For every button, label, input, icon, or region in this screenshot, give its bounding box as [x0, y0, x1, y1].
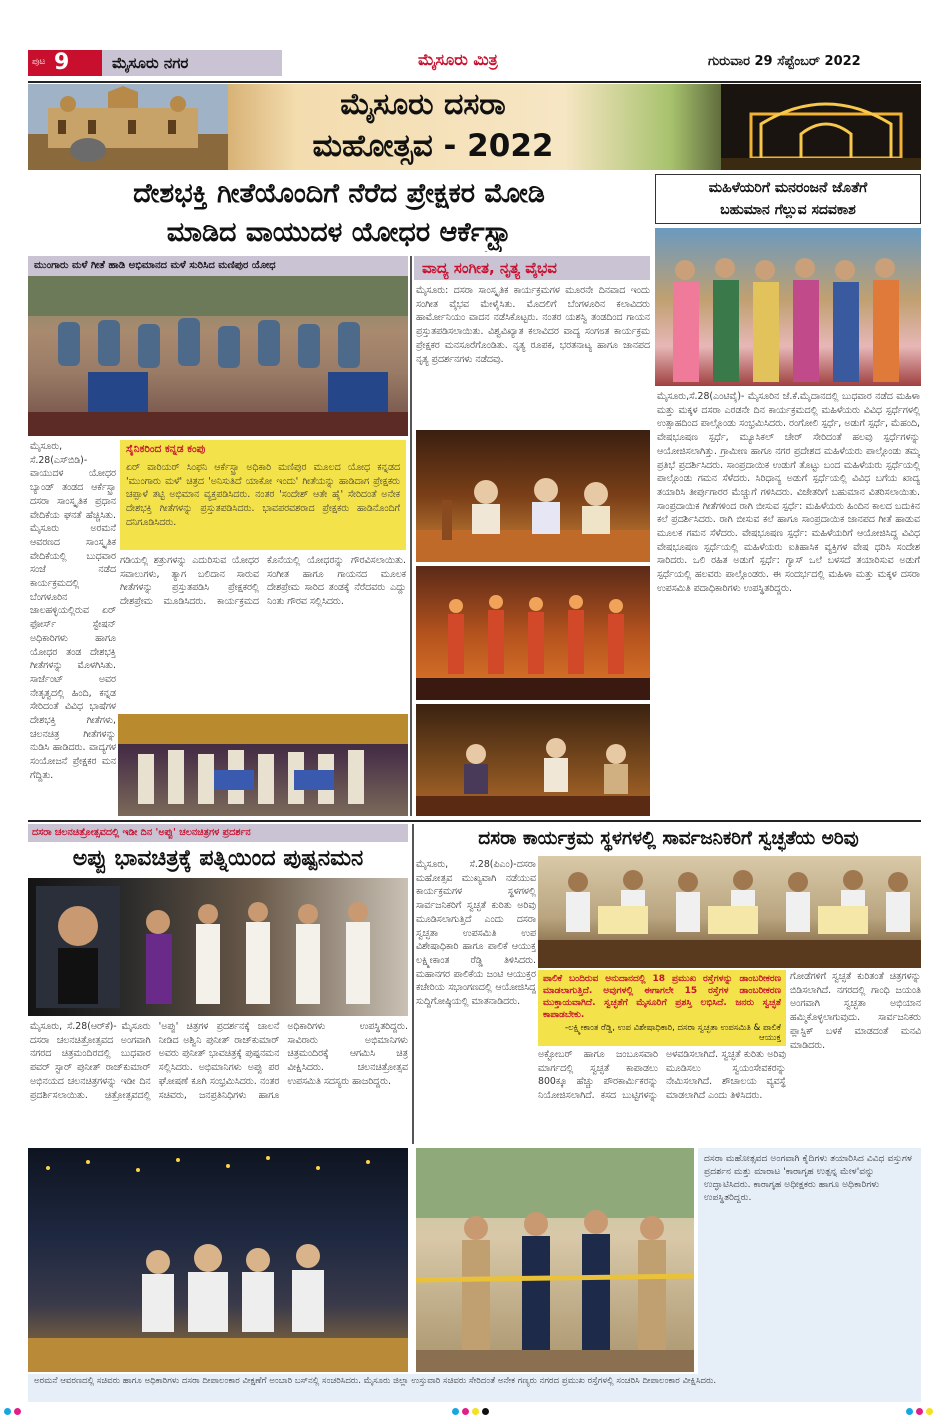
women-headline-line1: ಮಹಿಳೆಯರಿಗೆ ಮನರಂಜನೆ ಜೊತೆಗೆ	[708, 180, 868, 196]
issue-date: ಗುರುವಾರ 29 ಸೆಪ್ಟೆಂಬರ್ 2022	[708, 54, 861, 69]
swachh-press-photo	[538, 856, 921, 968]
section-divider	[28, 820, 921, 822]
swachh-callout-box	[538, 970, 786, 1046]
orchestra-subhead-box: ಸೈನಿಕರಿಂದ ಕನ್ನಡ ಕಂಪು	[120, 440, 406, 458]
column-divider-2	[412, 824, 414, 1144]
jail-products-caption: ದಸರಾ ಮಹೋತ್ಸವದ ಅಂಗವಾಗಿ ಕೈದಿಗಳು ತಯಾರಿಸಿದ ವಿವಿಧ ವಸ್ತುಗಳ ಪ್ರದರ್ಶನ ಮತ್ತು ಮಾರಾಟ 'ಕಾರಾಗೃಹ ಉತ್ಪನ್ನ ಮೇಳ'ವನ್ನು ಉದ್ಘಾಟಿಸಿದರು. ಕಾರಾಗೃಹ ಅಧೀಕ್ಷಕರು ಹಾಗೂ ಅಧಿಕಾರಿಗಳು ಉಪಸ್ಥಿತರಿದ್ದರು.	[698, 1148, 921, 1374]
appu-kicker: ದಸರಾ ಚಲನಚಿತ್ರೋತ್ಸವದಲ್ಲಿ ಇಡೀ ದಿನ 'ಅಪ್ಪು' ಚಲನಚಿತ್ರಗಳ ಪ್ರದರ್ಶನ	[28, 824, 408, 842]
orchestra-headline-line1: ದೇಶಭಕ್ತಿ ಗೀತೆಯೊಂದಿಗೆ ನೆರೆದ ಪ್ರೇಕ್ಷಕರ ಮೋಡಿ	[133, 178, 545, 209]
masthead	[28, 48, 921, 80]
page-number-box	[28, 50, 102, 76]
registration-mark-magenta-left	[14, 1408, 21, 1415]
swachh-callout-text: ಪಾಲಿಕೆ ಬಂದಿರುವ ಅನುದಾನದಲ್ಲಿ 18 ಪ್ರಮುಖ ರಸ್ತೆಗಳನ್ನು ಡಾಂಬರೀಕರಣ ಮಾಡಲಾಗುತ್ತಿದೆ. ಅವುಗಳಲ್ಲಿ ಈಗಾಗಲೇ 15 ರಸ್ತೆಗಳ ಡಾಂಬರೀಕರಣ ಮುಕ್ತಾಯವಾಗಿದೆ. ಸ್ವಚ್ಛತೆಗೆ ಮೈಸೂರಿಗೆ ಪ್ರಶಸ್ತಿ ಲಭಿಸಿದೆ. ಜನರು ಸ್ವಚ್ಛತೆ ಕಾಪಾಡಬೇಕು.	[543, 974, 781, 1020]
orchestra-headline-line2: ಮಾಡಿದ ವಾಯುದಳ ಯೋಧರ ಆರ್ಕೆಸ್ಟ್ರಾ	[166, 217, 512, 248]
swachh-callout-signature: -ಲಕ್ಷ್ಮೀಕಾಂತ ರೆಡ್ಡಿ, ಉಪ ವಿಶೇಷಾಧಿಕಾರಿ, ದಸರಾ ಸ್ವಚ್ಛತಾ ಉಪಸಮಿತಿ & ಪಾಲಿಕೆ ಆಯುಕ್ತ	[565, 1023, 781, 1043]
orchestra-body-col1: ಮೈಸೂರು, ಸೆ.28(ಎಸ್‌ಬಿಡಿ)- ವಾಯುದಳ ಯೋಧರ ಬ್ಯಾಂಡ್ ತಂಡದ ಆರ್ಕೆಸ್ಟ್ರಾ ದಸರಾ ಸಾಂಸ್ಕೃತಿಕ ಪ್ರಧಾನ ವೇದಿಕೆಯ ಘನತೆ ಹೆಚ್ಚಿಸಿತು. ಮೈಸೂರು ಅರಮನೆ ಆವರಣದ ಸಾಂಸ್ಕೃತಿಕ ವೇದಿಕೆಯಲ್ಲಿ ಬುಧವಾರ ಸಂಜೆ ನಡೆದ ಕಾರ್ಯಕ್ರಮದಲ್ಲಿ ಬೆಂಗಳೂರಿನ ಜಾಲಹಳ್ಳಿಯಲ್ಲಿರುವ ಏರ್ ಫೋರ್ಸ್ ಸ್ಟೇಷನ್ ಅಧಿಕಾರಿಗಳು ಹಾಗೂ ಯೋಧರ ತಂಡ ದೇಶಭಕ್ತಿ ಗೀತೆಗಳನ್ನು ಮೊಳಗಿಸಿತು. ಸಾರ್ಜೆಂಟ್ ಅವರ ನೇತೃತ್ವದಲ್ಲಿ ಹಿಂದಿ, ಕನ್ನಡ ಸೇರಿದಂತೆ ವಿವಿಧ ಭಾಷೆಗಳ ದೇಶಭಕ್ತಿ ಗೀತೆಗಳು, ಚಲನಚಿತ್ರ ಗೀತೆಗಳನ್ನು ನುಡಿಸಿ ಹಾಡಿದರು. ವಾದ್ಯಗಳ ಸಂಯೋಜನೆ ಪ್ರೇಕ್ಷಕರ ಮನ ಗೆದ್ದಿತು.	[30, 441, 116, 781]
women-headline-box	[655, 174, 921, 224]
music-body: ಮೈಸೂರು: ದಸರಾ ಸಾಂಸ್ಕೃತಿಕ ಕಾರ್ಯಕ್ರಮಗಳ ಮೂರನೇ ದಿನವಾದ ಇಂದು ಸಂಗೀತ ವೈಭವ ಮೇಳೈಸಿತು. ಮೊದಲಿಗೆ ಬೆಂಗಳೂರಿನ ಕಲಾವಿದರು ಹಾರ್ಮೋನಿಯಂ ವಾದನ ನಡೆಸಿಕೊಟ್ಟರು. ನಂತರ ಯಶಸ್ವಿ ತಂಡದಿಂದ ಗಾಯನ ಪ್ರಸ್ತುತಪಡಿಸಲಾಯಿತು. ವಿಶ್ವವಿಖ್ಯಾತ ಕಲಾವಿದರ ವಾದ್ಯ ಸಂಗ೮ತ ಕಾರ್ಯಕ್ರಮ ಪ್ರೇಕ್ಷಕರ ಮನಸೂರೆಗೊಂಡಿತು. ನೃತ್ಯ ರೂಪಕ, ಭರತನಾಟ್ಯ ಹಾಗೂ ಜಾನಪದ ನೃತ್ಯ ಪ್ರದರ್ಶನಗಳು ನಡೆದವು.	[416, 285, 650, 365]
women-winners-photo	[655, 228, 921, 386]
women-body: ಮೈಸೂರು,ಸೆ.28(ಎಂಟಿವೈ)- ಮೈಸೂರಿನ ಜೆ.ಕೆ.ಮೈದಾನದಲ್ಲಿ ಬುಧವಾರ ನಡೆದ ಮಹಿಳಾ ಮತ್ತು ಮಕ್ಕಳ ದಸರಾ ಎರಡನೇ ದಿನ ಕಾರ್ಯಕ್ರಮದಲ್ಲಿ ಮಹಿಳೆಯರು ವಿವಿಧ ಸ್ಪರ್ಧೆಗಳಲ್ಲಿ ಉತ್ಸಾಹದಿಂದ ಪಾಲ್ಗೊಂಡು ಸಂಭ್ರಮಿಸಿದರು. ರಂಗೋಲಿ ಸ್ಪರ್ಧೆ, ಅಡುಗೆ ಸ್ಪರ್ಧೆ, ಮೆಹಂದಿ, ವೇಷಭೂಷಣ ಸ್ಪರ್ಧೆ, ಮ್ಯೂಸಿಕಲ್ ಚೇರ್ ಸೇರಿದಂತೆ ಹಲವು ಸ್ಪರ್ಧೆಗಳನ್ನು ಆಯೋಜಿಸಲಾಗಿತ್ತು. ಗ್ರಾಮೀಣ ಹಾಗೂ ನಗರ ಪ್ರದೇಶದ ಮಹಿಳೆಯರು ಪಾಲ್ಗೊಂಡು ತಮ್ಮ ಪ್ರತಿಭೆ ಪ್ರದರ್ಶಿಸಿದರು. ಸಾಂಪ್ರದಾಯಿಕ ಉಡುಗೆ ತೊಟ್ಟು ಬಂದ ಮಹಿಳೆಯರು ಸ್ಪರ್ಧೆಯಲ್ಲಿ ಪಾಲ್ಗೊಂಡು ಗಮನ ಸೆಳೆದರು. ಸಿರಿಧಾನ್ಯ ಅಡುಗೆ ಸ್ಪರ್ಧೆಯಲ್ಲಿ ವಿವಿಧ ಬಗೆಯ ಖಾದ್ಯ ತಯಾರಿಸಿ ತೀರ್ಪುಗಾರರ ಮೆಚ್ಚುಗೆ ಗಳಿಸಿದರು. ವಿಜೇತರಿಗೆ ಬಹುಮಾನ ವಿತರಿಸಲಾಯಿತು. ಸಾಂಪ್ರದಾಯಿಕ ಗೀತೆಗಳಿಂದ ರಾಗಿ ಬೀಸುವ ಸ್ಪರ್ಧೆ: ಮಹಿಳೆಯರು ಹಿಂದಿನ ಕಾಲದ ಬದುಕಿನ ಕಲೆ ಪ್ರದರ್ಶಿಸಿದರು. ರಾಗಿ ಬೀಸುವ ಕಲೆ ಹಾಗೂ ಸಾಂಪ್ರದಾಯಿಕ ಜಾನಪದ ಗೀತೆ ಹಾಡುವ ಮೂಲಕ ಗಮನ ಸೆಳೆದರು. ವೇಷಭೂಷಣ ಸ್ಪರ್ಧೆ: ಮಹಿಳೆಯರಿಗೆ ಆಯೋಜಿಸಿದ್ದ ವಿವಿಧ ವೇಷಭೂಷಣ ಸ್ಪರ್ಧೆಯಲ್ಲಿ ಮಹಿಳೆಯರು ಐತಿಹಾಸಿಕ ವ್ಯಕ್ತಿಗಳ ವೇಷ ಧರಿಸಿ ಸಂದೇಶ ಸಾರಿದರು. ಒಲಿ ರಹಿತ ಅಡುಗೆ ಸ್ಪರ್ಧೆ: ಗ್ಯಾಸ್ ಒಲೆ ಬಳಸದೆ ತಯಾರಿಸುವ ಅಡುಗೆ ಸ್ಪರ್ಧೆಯಲ್ಲಿ ಹಲವರು ಪಾಲ್ಗೊಂಡರು. ಈ ಸಂದರ್ಭದಲ್ಲಿ ಮಹಿಳಾ ಮತ್ತು ಮಕ್ಕಳ ದಸರಾ ಉಪಸಮಿತಿ ಪದಾಧಿಕಾರಿಗಳು ಉಪಸ್ಥಿತರಿದ್ದರು.	[657, 391, 920, 594]
night-bus-caption: ಅರಮನೆ ಆವರಣದಲ್ಲಿ ಸಚಿವರು ಹಾಗೂ ಅಧಿಕಾರಿಗಳು ದಸರಾ ದೀಪಾಲಂಕಾರ ವೀಕ್ಷಣೆಗೆ ಅಂಬಾರಿ ಬಸ್‌ನಲ್ಲಿ ಸಂಚರಿಸಿದರು. ಮೈಸೂರು ಜಿಲ್ಲಾ ಉಸ್ತುವಾರಿ ಸಚಿವರು ಸೇರಿದಂತೆ ಅನೇಕ ಗಣ್ಯರು ನಗರದ ಪ್ರಮುಖ ರಸ್ತೆಗಳಲ್ಲಿ ಸಂಚರಿಸಿ ದೀಪಾಲಂಕಾರ ವೀಕ್ಷಿಸಿದರು.	[28, 1374, 921, 1402]
paper-name: ಮೈಸೂರು ಮಿತ್ರ	[418, 50, 498, 69]
swachh-body-2: ಅಕ್ಟೋಬರ್ ಹಾಗೂ ಜಂಬೂಸವಾರಿ ಮಾರ್ಗದಲ್ಲಿ ಸ್ವಚ್ಛತೆ ಕಾಪಾಡಲು 800ಕ್ಕೂ ಹೆಚ್ಚು ಪೌರಕಾರ್ಮಿಕರನ್ನು ನಿಯೋಜಿಸಲಾಗಿದೆ. ಕಸದ ಬುಟ್ಟಿಗಳನ್ನು ಅಳವಡಿಸಲಾಗಿದೆ. ಸ್ವಚ್ಛತೆ ಕುರಿತು ಅರಿವು ಮೂಡಿಸಲು ಸ್ವಯಂಸೇವಕರನ್ನು ನೇಮಿಸಲಾಗಿದೆ. ಶೌಚಾಲಯ ವ್ಯವಸ್ಥೆ ಮಾಡಲಾಗಿದೆ ಎಂದು ತಿಳಿಸಿದರು.	[538, 1049, 786, 1102]
page-label: ಪುಟ	[32, 57, 46, 67]
banner-title-box	[258, 84, 608, 170]
award-ceremony-photo	[118, 714, 408, 816]
swachh-headline: ದಸರಾ ಕಾರ್ಯಕ್ರಮ ಸ್ಥಳಗಳಲ್ಲಿ ಸಾರ್ವಜನಿಕರಿಗೆ ಸ್ವಚ್ಛತೆಯ ಅರಿವು	[478, 828, 859, 849]
instrumental-concert-photo	[416, 704, 650, 816]
illuminated-palace-illustration	[721, 84, 921, 170]
appu-body: ಮೈಸೂರು, ಸೆ.28(ಆರ್‌ಕೆ)- ಮೈಸೂರು ದಸರಾ ಚಲನಚಿತ್ರೋತ್ಸವದ ಅಂಗವಾಗಿ ನಗರದ ಚಿತ್ರಮಂದಿರದಲ್ಲಿ ಬುಧವಾರ ಪವರ್ ಸ್ಟಾರ್ ಪುನೀತ್ ರಾಜ್‌ಕುಮಾರ್ ಅಭಿನಯದ ಚಲನಚಿತ್ರಗಳನ್ನು ಇಡೀ ದಿನ ಪ್ರದರ್ಶಿಸಲಾಯಿತು. ಚಿತ್ರೋತ್ಸವದಲ್ಲಿ 'ಅಪ್ಪು' ಚಿತ್ರಗಳ ಪ್ರದರ್ಶನಕ್ಕೆ ಚಾಲನೆ ನೀಡಿದ ಅಶ್ವಿನಿ ಪುನೀತ್ ರಾಜ್‌ಕುಮಾರ್ ಅವರು ಪುನೀತ್ ಭಾವಚಿತ್ರಕ್ಕೆ ಪುಷ್ಪನಮನ ಸಲ್ಲಿಸಿದರು. ಅಭಿಮಾನಿಗಳು ಅಪ್ಪು ಪರ ಘೋಷಣೆ ಕೂಗಿ ಸಂಭ್ರಮಿಸಿದರು. ನಂತರ ಸಚಿವರು, ಜನಪ್ರತಿನಿಧಿಗಳು ಹಾಗೂ ಅಧಿಕಾರಿಗಳು ಉಪಸ್ಥಿತರಿದ್ದರು. ಸಾವಿರಾರು ಅಭಿಮಾನಿಗಳು ಚಿತ್ರಮಂದಿರಕ್ಕೆ ಆಗಮಿಸಿ ಚಿತ್ರ ವೀಕ್ಷಿಸಿದರು. ಚಲನಚಿತ್ರೋತ್ಸವ ಉಪಸಮಿತಿ ಸದಸ್ಯರು ಹಾಜರಿದ್ದರು.	[30, 1021, 408, 1101]
swachh-body-3: ಗೋಡೆಗಳಿಗೆ ಸ್ವಚ್ಛತೆ ಕುರಿತಂತೆ ಚಿತ್ರಗಳನ್ನು ಬಿಡಿಸಲಾಗಿದೆ. ನಗರದಲ್ಲಿ ಗಾಂಧಿ ಜಯಂತಿ ಅಂಗವಾಗಿ ಸ್ವಚ್ಛತಾ ಅಭಿಯಾನ ಹಮ್ಮಿಕೊಳ್ಳಲಾಗುವುದು. ಸಾರ್ವಜನಿಕರು ಪ್ಲಾಸ್ಟಿಕ್ ಬಳಕೆ ಮಾಡದಂತೆ ಮನವಿ ಮಾಡಿದರು.	[790, 971, 921, 1051]
music-headline: ವಾದ್ಯ ಸಂಗೀತ, ನೃತ್ಯ ವೈಭವ	[414, 256, 650, 280]
orchestra-body-col2: ಗಡಿಯಲ್ಲಿ ಶತ್ರುಗಳನ್ನು ಎದುರಿಸುವ ಯೋಧರ ಸವಾಲುಗಳು, ತ್ಯಾಗ ಬಲಿದಾನ ಸಾರುವ ಗೀತೆಗಳನ್ನು ಪ್ರಸ್ತುತಪಡಿಸಿ ಪ್ರೇಕ್ಷಕರಲ್ಲಿ ದೇಶಪ್ರೇಮ ಮೂಡಿಸಿದರು. ಕಾರ್ಯಕ್ರಮದ ಕೊನೆಯಲ್ಲಿ ಯೋಧರನ್ನು ಗೌರವಿಸಲಾಯಿತು. ಸಂಗೀತ ಹಾಗೂ ಗಾಯನದ ಮೂಲಕ ದೇಶಪ್ರೇಮ ಸಾರಿದ ತಂಡಕ್ಕೆ ನೆರೆದವರು ಎದ್ದು ನಿಂತು ಗೌರವ ಸಲ್ಲಿಸಿದರು.	[120, 555, 406, 608]
banner-title-line2: ಮಹೋತ್ಸವ - 2022	[312, 128, 554, 164]
swachh-body-1: ಮೈಸೂರು, ಸೆ.28(ಪಿಎಂ)-ದಸರಾ ಮಹೋತ್ಸವ ಮುಖ್ಯವಾಗಿ ನಡೆಯುವ ಕಾರ್ಯಕ್ರಮಗಳ ಸ್ಥಳಗಳಲ್ಲಿ ಸಾರ್ವಜನಿಕರಿಗೆ ಸ್ವಚ್ಛತೆ ಕುರಿತು ಅರಿವು ಮೂಡಿಸಲಾಗುತ್ತಿದೆ ಎಂದು ದಸರಾ ಸ್ವಚ್ಛತಾ ಉಪಸಮಿತಿ ಉಪ ವಿಶೇಷಾಧಿಕಾರಿ ಹಾಗೂ ಪಾಲಿಕೆ ಆಯುಕ್ತ ಲಕ್ಷ್ಮೀಕಾಂತ ರೆಡ್ಡಿ ತಿಳಿಸಿದರು. ಮಹಾನಗರ ಪಾಲಿಕೆಯ ಜಂಟಿ ಆಯುಕ್ತರ ಕಚೇರಿಯ ಸಭಾಂಗಣದಲ್ಲಿ ಆಯೋಜಿಸಿದ್ದ ಸುದ್ದಿಗೋಷ್ಠಿಯಲ್ಲಿ ಮಾತನಾಡಿದರು.	[416, 859, 536, 1008]
jail-products-inauguration-photo	[416, 1148, 694, 1372]
registration-mark-yellow	[472, 1408, 479, 1415]
appu-tribute-photo	[28, 878, 408, 1016]
registration-mark-cyan	[452, 1408, 459, 1415]
masthead-rule	[28, 81, 921, 83]
registration-mark-yellow-right	[926, 1408, 933, 1415]
page-number: 9	[54, 50, 70, 75]
orchestra-body-box: ಏರ್ ವಾರಿಯರ್ ಸಿಂಫನಿ ಆರ್ಕೆಸ್ಟ್ರಾ ಅಧಿಕಾರಿ ಮಣಿಪುರ ಮೂಲದ ಯೋಧ ಕನ್ನಡದ 'ಮುಂಗಾರು ಮಳೆ' ಚಿತ್ರದ 'ಅನಿಸುತಿದೆ ಯಾಕೋ ಇಂದು' ಗೀತೆಯನ್ನು ಹಾಡಿದಾಗ ಪ್ರೇಕ್ಷಕರು ಚಪ್ಪಾಳೆ ತಟ್ಟಿ ಅಭಿಮಾನ ವ್ಯಕ್ತಪಡಿಸಿದರು. ನಂತರ 'ಸಂದೇಶ್ ಆತೇ ಹೈ' ಸೇರಿದಂತೆ ಅನೇಕ ದೇಶಭಕ್ತಿ ಗೀತೆಗಳನ್ನು ಪ್ರಸ್ತುತಪಡಿಸಿದರು. ಭಾವಪರವಶರಾದ ಪ್ರೇಕ್ಷಕರು ಹಾಡಿನೊಂದಿಗೆ ದನಿಗೂಡಿಸಿದರು.	[120, 458, 406, 550]
dasara-banner	[28, 84, 921, 170]
appu-headline: ಅಪ್ಪು ಭಾವಚಿತ್ರಕ್ಕೆ ಪತ್ನಿಯಿಂದ ಪುಷ್ಪನಮನ	[72, 846, 364, 871]
palace-illustration	[28, 84, 228, 170]
registration-mark-black	[482, 1408, 489, 1415]
women-headline-line2: ಬಹುಮಾನ ಗೆಲ್ಲುವ ಸದವಕಾಶ	[720, 202, 856, 218]
orchestra-kicker: ಮುಂಗಾರು ಮಳೆ ಗೀತೆ ಹಾಡಿ ಅಭಿಮಾನದ ಮಳೆ ಸುರಿಸಿದ ಮಣಿಪುರ ಯೋಧ	[28, 256, 408, 276]
classical-music-photo	[416, 430, 650, 562]
registration-mark-cyan-left	[4, 1408, 11, 1415]
registration-mark-cyan-right	[906, 1408, 913, 1415]
dance-performance-photo	[416, 566, 650, 700]
column-divider	[410, 256, 412, 816]
airforce-band-photo	[28, 276, 408, 436]
night-bus-photo	[28, 1148, 408, 1372]
section-name: ಮೈಸೂರು ನಗರ	[112, 54, 189, 72]
banner-title-line1: ಮೈಸೂರು ದಸರಾ	[340, 87, 506, 122]
registration-mark-magenta-right	[916, 1408, 923, 1415]
registration-mark-magenta	[462, 1408, 469, 1415]
section-bar	[102, 50, 282, 76]
